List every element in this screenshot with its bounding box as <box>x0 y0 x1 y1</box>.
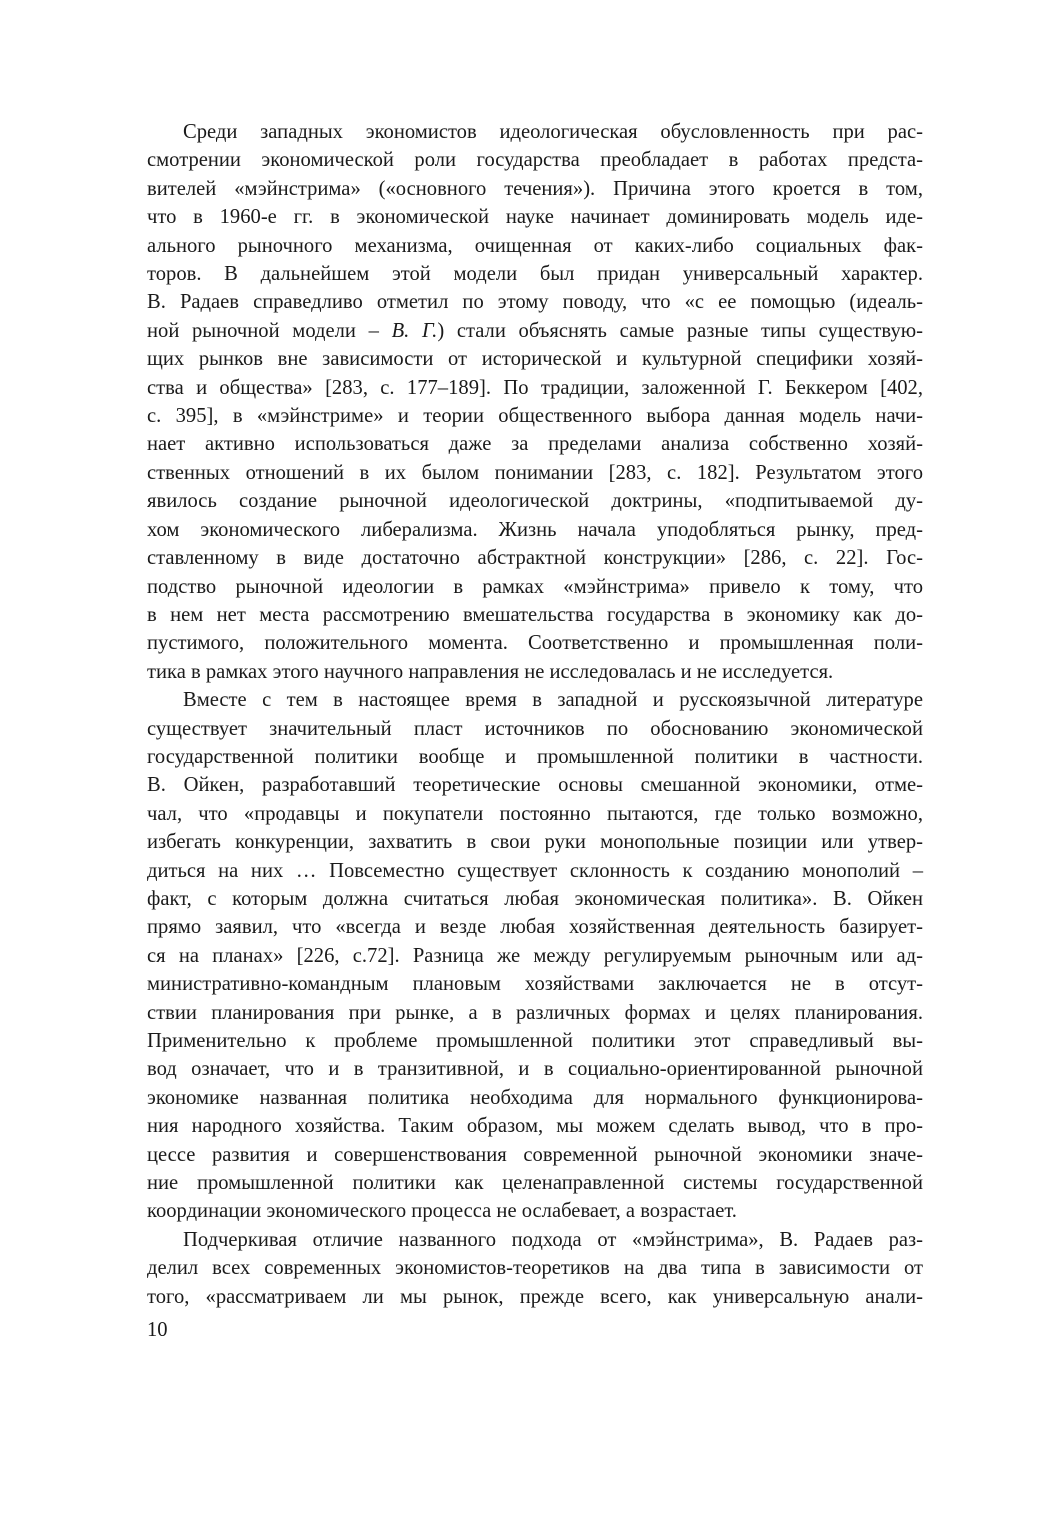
text-line: явилось создание рыночной идеологической доктрины, «подпитываемой ду- <box>147 490 923 513</box>
text-line: Среди западных экономистов идеологическая обусловленность при рас- <box>183 121 923 143</box>
text-line: цессе развития и совершенствования современной рыночной экономики значе- <box>147 1143 923 1166</box>
body-text <box>147 118 923 1311</box>
text-line: ся на планах» [226, с.72]. Разница же между регулируемым рыночным или ад- <box>147 944 923 967</box>
text-line: нает активно использоваться даже за пределами анализа собственно хозяй- <box>147 433 923 456</box>
text-line: тика в рамках этого научного направления не исследовалась и не исследуется. <box>147 660 834 683</box>
paragraph-1 <box>147 118 923 686</box>
text-line: пустимого, положительного момента. Соответственно и промышленная поли- <box>147 632 923 655</box>
paragraph-2 <box>147 686 923 1226</box>
text-line: делил всех современных экономистов-теоретиков на два типа в зависимости от <box>147 1257 923 1280</box>
text-line: прямо заявил, что «всегда и везде любая хозяйственная деятельность базирует- <box>147 916 923 939</box>
text-line: ставленному в виде достаточно абстрактной конструкции» [286, с. 22]. Гос- <box>147 547 923 570</box>
text-line: ния народного хозяйства. Таким образом, мы можем сделать вывод, что в про- <box>147 1115 923 1138</box>
text-line: вителей «мэйнстрима» («основного течения»). Причина этого кроется в том, <box>147 177 923 200</box>
text-line: щих рынков вне зависимости от исторической и культурной специфики хозяй- <box>147 348 923 371</box>
text-line: ствии планирования при рынке, а в различных формах и целях планирования. <box>147 1001 923 1024</box>
text-line: ства и общества» [283, с. 177–189]. По традиции, заложенной Г. Беккером [402, <box>147 376 923 399</box>
text-line: ние промышленной политики как целенаправленной системы государственной <box>147 1172 923 1195</box>
text-line: смотрении экономической роли государства преобладает в работах предста- <box>147 149 923 172</box>
text-line: чал, что «продавцы и покупатели постоянно пытаются, где только возможно, <box>147 802 923 825</box>
text-line: хом экономического либерализма. Жизнь начала уподобляться рынку, пред- <box>147 518 923 541</box>
text-line: министративно-командным плановым хозяйствами заключается не в отсут- <box>147 973 923 996</box>
text-line: торов. В дальнейшем этой модели был придан универсальный характер. <box>147 263 923 286</box>
text-line: В. Радаев справедливо отметил по этому поводу, что «с ее помощью (идеаль- <box>147 291 923 314</box>
text-line: того, «рассматриваем ли мы рынок, прежде всего, как универсальную анали- <box>147 1285 923 1308</box>
text-line: что в 1960-е гг. в экономической науке начинает доминировать модель иде- <box>147 206 923 229</box>
text-line: государственной политики вообще и промышленной политики в частности. <box>147 745 923 768</box>
text-line: Вместе с тем в настоящее время в западной и русскоязычной литературе <box>183 689 923 712</box>
text-line: с. 395], в «мэйнстриме» и теории общественного выбора данная модель начи- <box>147 405 923 428</box>
text-line: Применительно к проблеме промышленной политики этот справедливый вы- <box>147 1030 923 1052</box>
text-line: экономике названная политика необходима для нормального функционирова- <box>147 1086 923 1109</box>
text-line: в нем нет места рассмотрению вмешательства государства в экономику как до- <box>147 603 923 626</box>
text-line: ственных отношений в их былом понимании [283, с. 182]. Результатом этого <box>147 461 923 484</box>
page-number: 10 <box>147 1319 168 1341</box>
text-line: вод означает, что и в транзитивной, и в социально-ориентированной рыночной <box>147 1058 923 1081</box>
text-line: ной рыночной модели – В. Г.) стали объяснять самые разные типы существую- <box>147 319 923 342</box>
text-line: факт, с которым должна считаться любая экономическая политика». В. Ойкен <box>147 887 923 910</box>
text-line: В. Ойкен, разработавший теоретические основы смешанной экономики, отме- <box>147 774 923 797</box>
text-line: избегать конкуренции, захватить в свои руки монопольные позиции или утвер- <box>147 831 923 854</box>
text-line: ального рыночного механизма, очищенная от каких-либо социальных фак- <box>147 234 923 257</box>
text-line: диться на них … Повсеместно существует склонность к созданию монополий – <box>147 859 923 882</box>
text-line: существует значительный пласт источников по обоснованию экономической <box>147 717 923 740</box>
text-line: Подчеркивая отличие названного подхода от «мэйнстрима», В. Радаев раз- <box>183 1228 923 1251</box>
text-line: подство рыночной идеологии в рамках «мэйнстрима» привело к тому, что <box>147 575 923 598</box>
text-line: координации экономического процесса не ослабевает, а возрастает. <box>147 1200 737 1223</box>
paragraph-3 <box>147 1226 923 1311</box>
